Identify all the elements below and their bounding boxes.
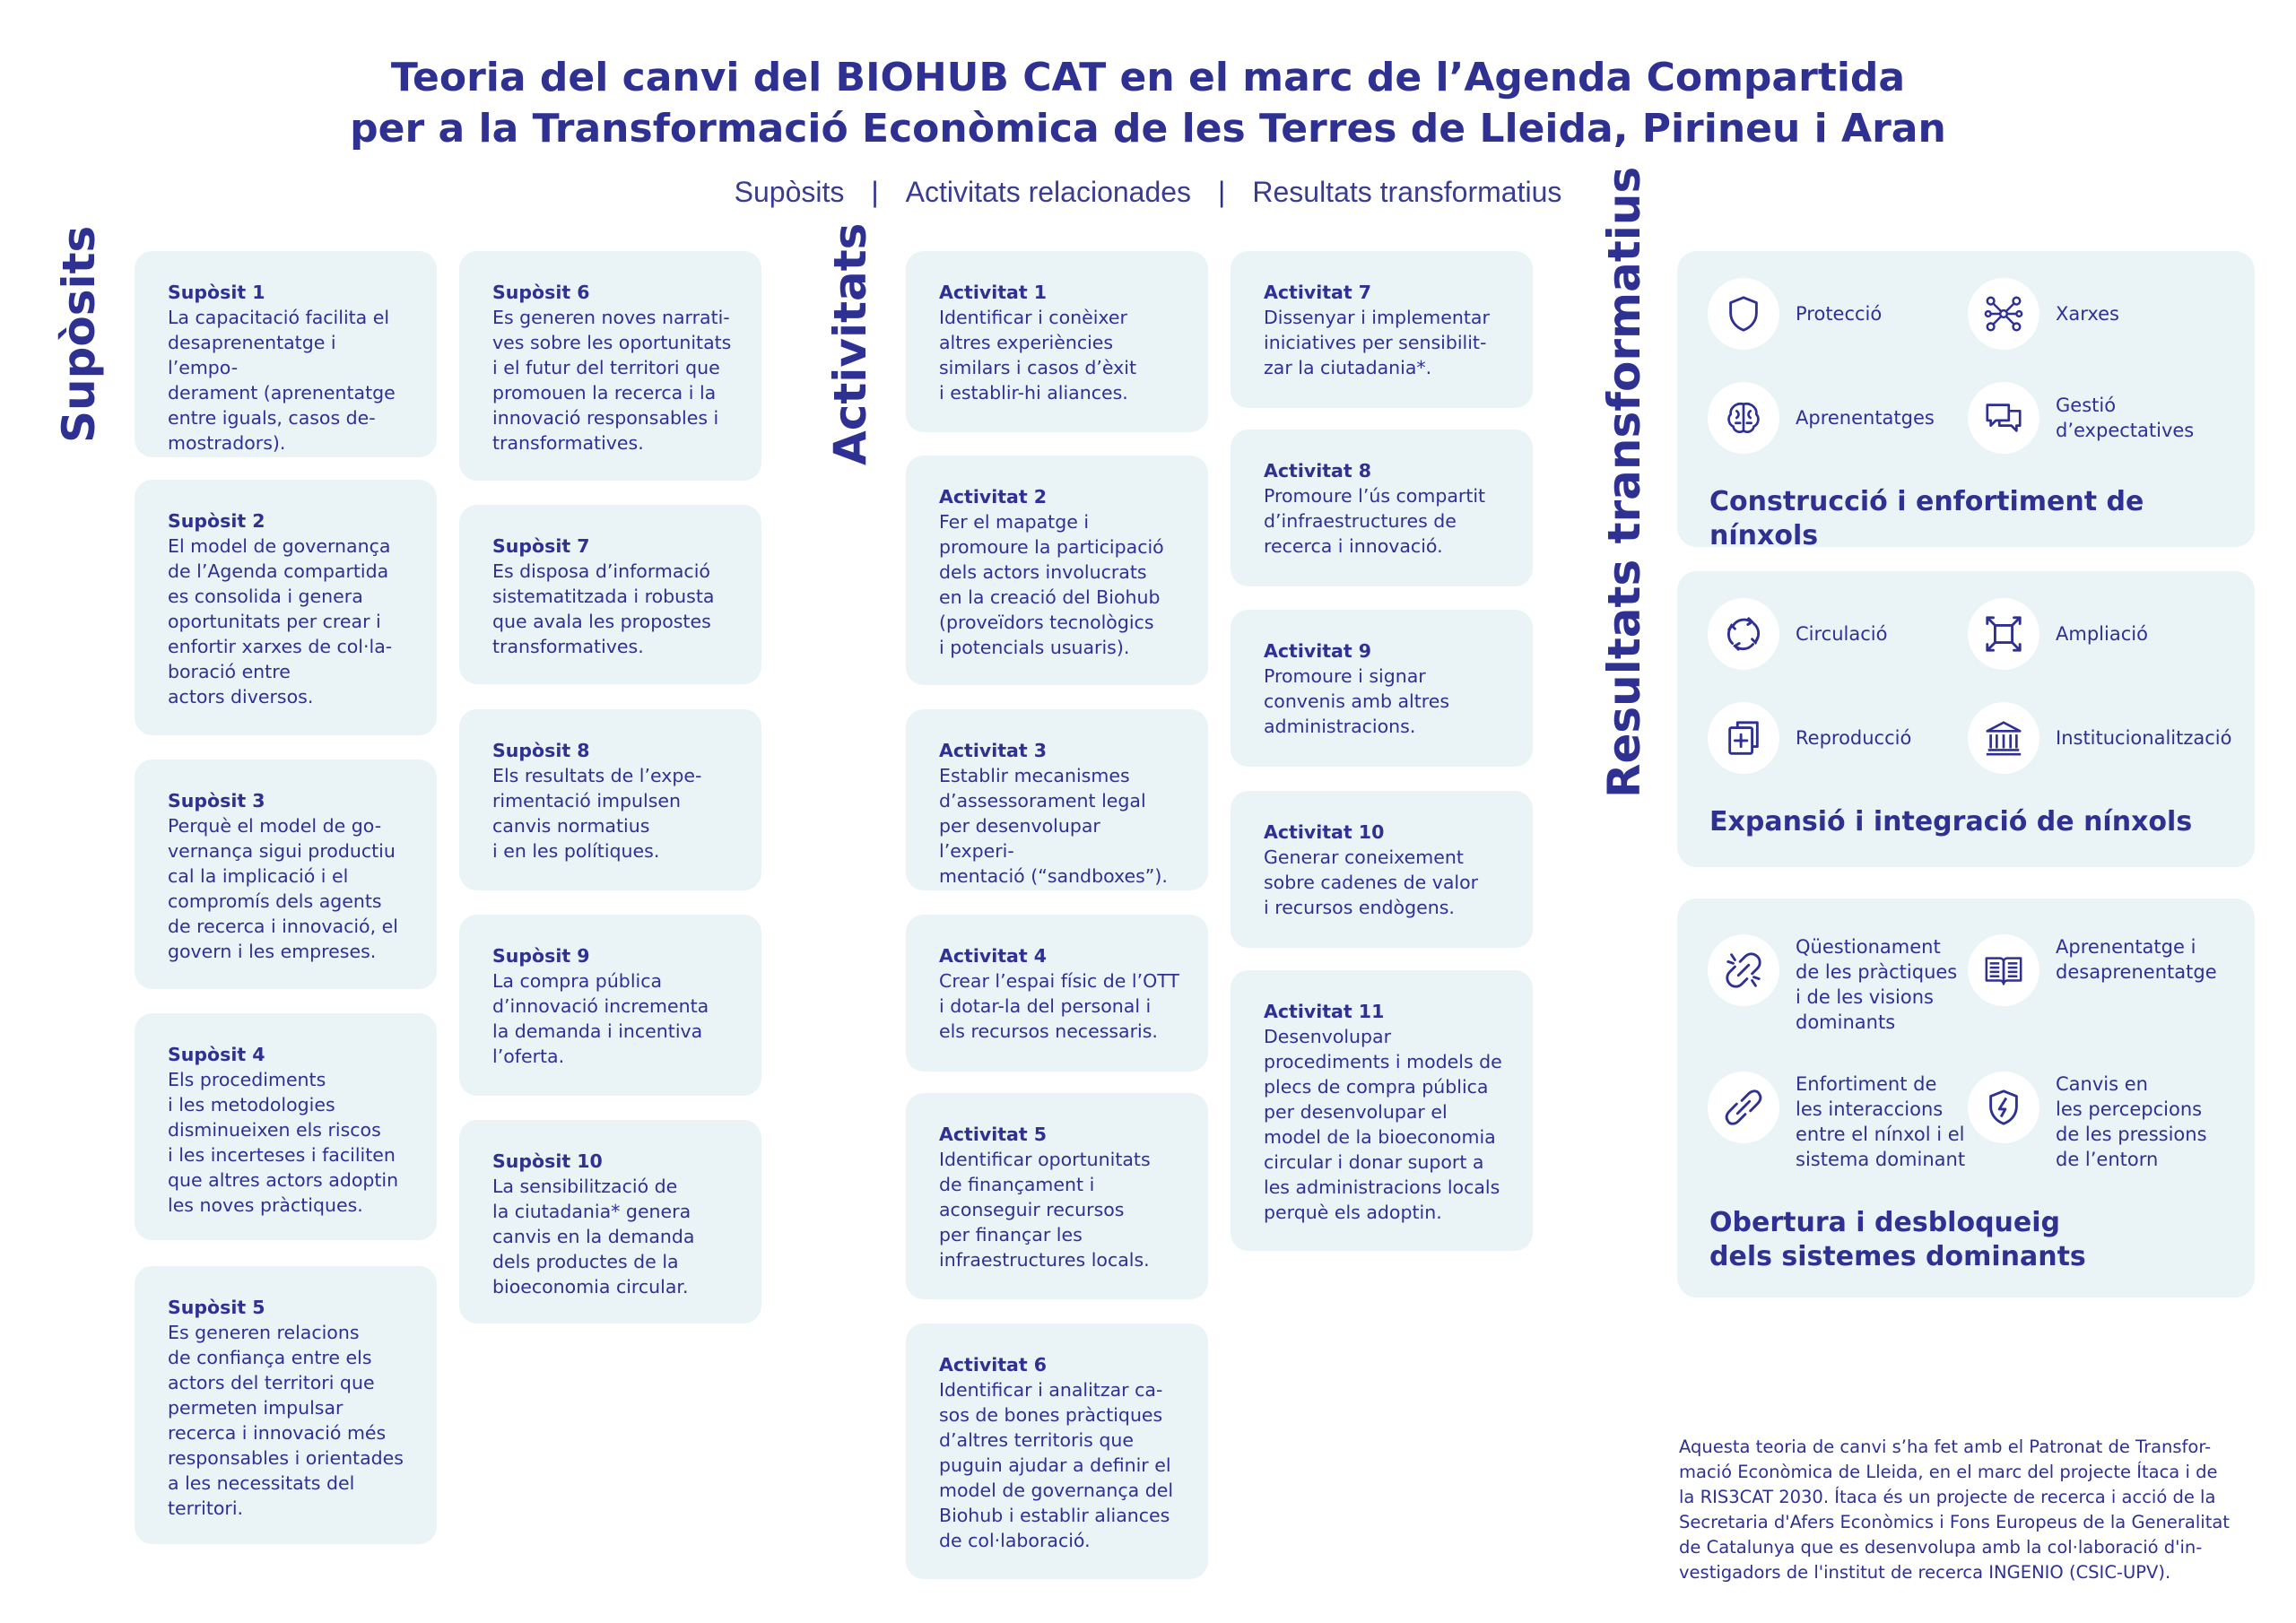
- card-text: La sensibilització de la ciutadania* genera canvis en la demanda dels productes de la bioeconomia circular.: [492, 1176, 695, 1298]
- card-title: Supòsit 4: [168, 1044, 265, 1065]
- card-text: Els resultats de l’expe- rimentació impulsen canvis normatius i en les polítiques.: [492, 765, 702, 862]
- card-text: Desenvolupar procediments i models de plecs de compra pública per desenvolupar el model de la bioeconomia circular i donar suport a les administracions locals perquè els adoptin.: [1264, 1026, 1502, 1223]
- panel-title: Expansió i integració de nínxols: [1709, 806, 2193, 838]
- card-title: Supòsit 6: [492, 282, 590, 303]
- side-label-activitats: Activitats: [824, 222, 876, 465]
- suposit-card: [459, 1120, 761, 1324]
- result-item: [1708, 598, 1887, 670]
- suposit-card: [135, 1013, 437, 1240]
- card-text: Es generen noves narrati- ves sobre les oportunitats i el futur del territori que promouen la recerca i la innovació responsables i transformatives.: [492, 307, 732, 454]
- cycle-arrows-icon: [1708, 598, 1779, 670]
- result-label: Enfortiment de les interaccions entre el nínxol i el sistema dominant: [1796, 1073, 1966, 1170]
- card-text: Els procediments i les metodologies disminueixen els riscos i les incerteses i faciliten que altres actors adoptin les noves pràctiques.: [168, 1069, 399, 1216]
- card-text: Establir mecanismes d’assessorament legal per desenvolupar l’experi- mentació (“sandboxes”).: [939, 765, 1168, 887]
- open-book-icon: [1968, 934, 2039, 1006]
- card-text: Promoure i signar convenis amb altres administracions.: [1264, 665, 1450, 737]
- result-label: Circulació: [1796, 623, 1888, 645]
- card-title: Activitat 8: [1264, 460, 1372, 482]
- activitat-card: [1231, 970, 1533, 1251]
- suposit-card: [459, 915, 761, 1096]
- result-item: [1968, 934, 2217, 1006]
- side-label-suposits: Supòsits: [53, 225, 105, 443]
- card-title: Activitat 1: [939, 282, 1048, 303]
- card-text: Perquè el model de go- vernança sigui productiu cal la implicació i el compromís dels agents de recerca i innovació, el govern i les empreses.: [168, 815, 398, 962]
- activitat-card: [1231, 251, 1533, 408]
- result-item: [1968, 1072, 2207, 1172]
- suposit-card: [135, 251, 437, 457]
- institution-icon: [1968, 702, 2039, 774]
- card-title: Activitat 3: [939, 740, 1048, 761]
- suposit-card: [135, 759, 437, 989]
- result-item: [1708, 702, 1911, 774]
- result-label: Aprenentatge i desaprenentatge: [2056, 936, 2217, 983]
- legend-resultats: Resultats transformatius: [1252, 176, 1562, 208]
- side-label-resultats: Resultats transformatius: [1598, 166, 1650, 798]
- result-label: Institucionalització: [2056, 727, 2232, 749]
- card-text: Identificar i analitzar ca- sos de bones pràctiques d’altres territoris que puguin ajudar a definir el model de governança del Biohub i establir aliances de col·laboració.: [939, 1379, 1174, 1551]
- card-text: El model de governança de l’Agenda compartida es consolida i genera oportunitats per crear i enfortir xarxes de col·la- boració entre actors diversos.: [168, 535, 393, 707]
- card-text: La capacitació facilita el desaprenentatge i l’empo- derament (aprenentatge entre iguals, casos de- mostradors).: [168, 307, 396, 454]
- result-label: Gestió d’expectatives: [2056, 395, 2195, 441]
- card-text: Es generen relacions de confiança entre els actors del territori que permeten impulsar recerca i innovació més responsables i orientades a les necessitats del territori.: [168, 1322, 404, 1519]
- result-item: [1968, 598, 2148, 670]
- shield-icon: [1708, 278, 1779, 350]
- result-label: Protecció: [1796, 303, 1883, 325]
- expand-icon: [1968, 598, 2039, 670]
- page-title: [0, 52, 2296, 154]
- panel-title: Construcció i enfortiment de nínxols: [1709, 486, 2144, 551]
- activitat-card: [1231, 610, 1533, 767]
- legend-divider: |: [1218, 176, 1226, 208]
- result-item: [1708, 278, 1882, 350]
- card-title: Supòsit 1: [168, 282, 265, 303]
- suposit-card: [459, 505, 761, 684]
- card-title: Activitat 11: [1264, 1001, 1385, 1022]
- card-title: Supòsit 7: [492, 535, 590, 557]
- card-title: Activitat 6: [939, 1354, 1048, 1376]
- result-label: Qüestionament de les pràctiques i de les visions dominants: [1796, 936, 1958, 1033]
- suposit-card: [135, 1266, 437, 1544]
- result-label: Aprenentatges: [1796, 407, 1935, 429]
- card-text: Fer el mapatge i promoure la participació dels actors involucrats en la creació del Biohub (proveïdors tecnològics i potencials usuaris).: [939, 511, 1164, 658]
- brain-icon: [1708, 382, 1779, 454]
- results-panel-niche-construction: [1677, 251, 2255, 551]
- result-label: Reproducció: [1796, 727, 1912, 749]
- activitat-card: [906, 456, 1208, 685]
- card-text: Dissenyar i implementar iniciatives per sensibilit- zar la ciutadania*.: [1264, 307, 1490, 378]
- suposit-card: [135, 480, 437, 735]
- activitat-card: [906, 251, 1208, 432]
- card-text: Crear l’espai físic de l’OTT i dotar-la del personal i els recursos necessaris.: [939, 970, 1179, 1042]
- shield-bolt-icon: [1968, 1072, 2039, 1143]
- panel-title: Obertura i desbloqueig dels sistemes dominants: [1709, 1207, 2086, 1272]
- broken-link-icon: [1708, 934, 1779, 1006]
- card-text: Identificar i conèixer altres experiències similars i casos d’èxit i establir-hi aliances.: [939, 307, 1137, 404]
- chain-link-icon: [1708, 1072, 1779, 1143]
- result-item: [1708, 1072, 1965, 1172]
- activitat-card: [906, 1093, 1208, 1299]
- card-title: Supòsit 2: [168, 510, 265, 532]
- card-title: Activitat 2: [939, 486, 1048, 508]
- footnote: Aquesta teoria de canvi s’ha fet amb el Patronat de Transfor- mació Econòmica de Lleida, en el marc del projecte Ítaca i de la RIS3CAT 2030. Ítaca és un projecte de recerca i acció de la Secretaria d'Afers Econòmics i Fons Europeus de la Generalitat de Catalunya que es desenvolupa amb la col·laboració d'in- vestigadors de l'institut de recerca INGENIO (CSIC-UPV).: [1679, 1436, 2230, 1583]
- suposit-card: [459, 251, 761, 481]
- result-label: Xarxes: [2056, 303, 2119, 325]
- speech-bubbles-icon: [1968, 382, 2039, 454]
- card-text: Promoure l’ús compartit d’infraestructures de recerca i innovació.: [1264, 485, 1486, 557]
- card-title: Supòsit 5: [168, 1297, 265, 1318]
- activitat-card: [1231, 791, 1533, 948]
- activitat-card: [906, 915, 1208, 1072]
- network-icon: [1968, 278, 2039, 350]
- card-text: La compra pública d’innovació incrementa la demanda i incentiva l’oferta.: [492, 970, 709, 1067]
- card-title: Activitat 9: [1264, 640, 1372, 662]
- legend-suposits: Supòsits: [734, 176, 845, 208]
- result-item: [1708, 382, 1935, 454]
- card-title: Activitat 10: [1264, 821, 1385, 843]
- activitat-card: [906, 1324, 1208, 1579]
- card-title: Activitat 4: [939, 945, 1048, 967]
- card-title: Activitat 5: [939, 1124, 1048, 1145]
- copy-plus-icon: [1708, 702, 1779, 774]
- section-legend: [0, 176, 2296, 209]
- card-text: Es disposa d’informació sistematitzada i robusta que avala les propostes transformatives.: [492, 560, 715, 657]
- card-title: Supòsit 10: [492, 1150, 603, 1172]
- card-title: Supòsit 3: [168, 790, 265, 812]
- title-line-1: Teoria del canvi del BIOHUB CAT en el marc de l’Agenda Compartida: [390, 55, 1906, 100]
- card-title: Activitat 7: [1264, 282, 1372, 303]
- result-item: [1968, 702, 2232, 774]
- card-title: Supòsit 9: [492, 945, 590, 967]
- result-item: [1708, 934, 1957, 1035]
- result-label: Ampliació: [2056, 623, 2148, 645]
- activitat-card: [906, 709, 1208, 890]
- card-text: Generar coneixement sobre cadenes de valor i recursos endògens.: [1264, 846, 1479, 918]
- legend-divider: |: [871, 176, 879, 208]
- legend-activitats: Activitats relacionades: [905, 176, 1192, 208]
- result-label: Canvis en les percepcions de les pressions de l’entorn: [2056, 1073, 2207, 1170]
- activitat-card: [1231, 430, 1533, 586]
- suposit-card: [459, 709, 761, 890]
- results-panel-system-opening: [1677, 898, 2255, 1298]
- title-line-2: per a la Transformació Econòmica de les Terres de Lleida, Pirineu i Aran: [350, 106, 1946, 152]
- result-item: [1968, 278, 2119, 350]
- result-item: [1968, 382, 2194, 454]
- results-panel-niche-expansion: [1677, 571, 2255, 867]
- card-title: Supòsit 8: [492, 740, 590, 761]
- card-text: Identificar oportunitats de finançament i aconseguir recursos per finançar les infraestructures locals.: [939, 1149, 1151, 1271]
